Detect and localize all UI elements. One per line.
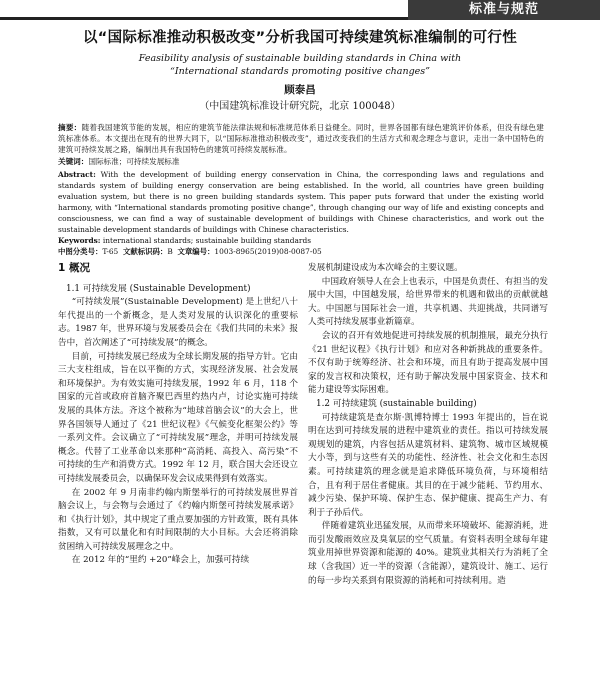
author: 顾泰昌 — [284, 84, 316, 96]
paragraph: 在 2002 年 9 月南非约翰内斯堡举行的可持续发展世界首脑会议上，与会物与会通过了《约翰内斯堡可持续发展承诺》和《执行计划》，其中规定了重点要加强的方针政策，既有具体指数，又有可以量化和有时间限制的大小目标。大会还将消除贫困纳入可持续发展理念之中。 — [58, 487, 298, 552]
header-rule — [0, 17, 408, 20]
keywords-en — [58, 235, 544, 246]
article-id-label: 文章编号： — [177, 247, 215, 256]
paragraph: 中国政府领导人在会上也表示，中国是负责任、有担当的发展中大国，中国越发展，给世界带来的机遇和做出的贡献就越大。中国愿与国际社会一道，共享机遇、共迎挑战，共同谱写人类可持续发展事业新篇章。 — [308, 276, 548, 328]
subsection-heading-1-1: 1.1 可持续发展 (Sustainable Development) — [66, 283, 251, 294]
article-id-value: 1003-8965(2019)08-0087-05 — [214, 247, 322, 256]
right-column — [308, 262, 548, 588]
clc-label: 中图分类号： — [58, 247, 103, 256]
abstract-en-text: With the development of building energy conservation in China, the corresponding laws and regulations and standards system of building energy conservation are being established. In the world, all countries have green building evaluation system, but there is no green building standards system. This paper puts forward that under the existing world harmony, with “International standards promoting positive change”, through changing our way of life and existing concepts and consciousness, we can find a way of sustainable development of buildings with Chinese characteristics, and work out the sustainable development standards of buildings with Chinese characteristics. — [58, 170, 544, 234]
keywords-cn-label: 关键词： — [58, 157, 89, 166]
keywords-cn — [58, 156, 544, 167]
abstract-cn-text: 随着我国建筑节能的发展，相应的建筑节能法律法规和标准规范体系日益健全。同时，世界各国都有绿色建筑评价体系，但没有绿色建筑标准体系。本文提出在现有的世界大同下，以“国际标准推动积极改变”，通过改变我们的生活方式和观念理念与意识，走出一条中国特色的建筑可持续发展之路，编制出具有我国特色的建筑可持续发展标准。 — [58, 123, 544, 154]
abstract-cn — [58, 122, 544, 155]
keywords-en-text: international standards; sustainable building standards — [100, 236, 311, 245]
doc-code-label: 文献标识码： — [122, 247, 168, 256]
clc-value: T-65 — [102, 247, 119, 256]
paragraph: 会议的召开有效地促进可持续发展的机制推展，最充分执行《21 世纪议程》《执行计划》和应对各种新挑战的重要条件。不仅有助于统筹经济、社会和环境，而且有助于提高发展中国家的发言权和决策权，还有助于解决发展中国家资金、技术和能力建设等实际困难。 — [308, 330, 548, 396]
subsection-heading-1-2: 1.2 可持续建筑 (sustainable building) — [316, 398, 477, 409]
affiliation: （中国建筑标准设计研究院，北京 100048） — [199, 101, 401, 112]
article-title-en: Feasibility analysis of sustainable building standards in China with “International standards promoting positive changes” — [138, 53, 462, 77]
abstract-cn-label: 摘要： — [58, 123, 82, 132]
article-title: 以“国际标准推动积极改变”分析我国可持续建筑标准编制的可行性 — [82, 30, 518, 46]
paragraph: 目前，可持续发展已经成为全球长期发展的指导方针。它由三大支柱组成，旨在以平衡的方式，实现经济发展、社会发展和环境保护。为有效实施可持续发展，1992 年 6 月，118 个国家的元首或政府首脑齐聚巴西里约热内卢，讨论实施可持续发展的具体方法。齐这个被称为“地球首脑会议”的大会上，世界各国领导人通过了《21 世纪议程》《气候变化框架公约》等一系列文件。会议确立了“可持续发展”理念，并明可持续发展概念。代替了工业革命以来那种“高消耗、高投入、高污染”不可持续的生产和消费方式。1992 年 12 月，联合国大会还设立可持续发展委员会，以确保环发会议成果得到有效落实。 — [58, 351, 298, 484]
section-heading-1: 1 概况 — [58, 262, 90, 274]
doc-code-value: B — [167, 247, 173, 256]
abstract-en-label: Abstract: — [58, 170, 96, 179]
paragraph: 可持续建筑是查尔斯·凯博特博士 1993 年提出的，旨在说明在达到可持续发展的进程中建筑业的责任。指以可持续发展观规划的建筑，内容包括从建筑材料、建筑物、城市区域规模大小等，到与这些有关的功能性、经济性、社会文化和生态因素。可持续建筑的理念就是追求降低环境负荷，与环境相结合，且有利于居住者健康。其目的在于减少能耗、节约用水、减少污染、保护环境、保护生态、保护健康、提高生产力、有利于子孙后代。 — [308, 412, 548, 518]
paragraph: “可持续发展”(Sustainable Development) 是上世纪八十年代提出的一个新概念，是人类对发展的认识深化的重要标志。1987 年，世界环境与发展委员会在《我们共同的未来》报告中，首次阐述了“可持续发展”的概念。 — [58, 297, 298, 348]
left-column — [58, 262, 298, 568]
section-tag: 标准与规范 — [408, 0, 600, 20]
keywords-en-label: Keywords: — [58, 236, 101, 245]
paragraph: 发展机制建设成为本次峰会的主要议题。 — [308, 263, 463, 273]
keywords-cn-text: 国际标准；可持续发展标准 — [88, 157, 180, 166]
paragraph: 在 2012 年的“里约 +20”峰会上，加强可持续 — [71, 555, 250, 566]
abstract-en — [58, 169, 544, 235]
paragraph: 伴随着建筑业迅猛发展，从而带来环境破坏、能源消耗，进而引发酸雨效应及臭氧层的空气质量。有资料表明全球每年建筑业用掉世界资源和能源的 40%。建筑业其相关行为消耗了全球（含我国）近一半的资源（含能源），建筑设计、施工、运行的每一步均关系到有限资源的消耗和可持续利用。造 — [308, 521, 548, 586]
abstract-section — [58, 122, 544, 257]
journal-header — [0, 0, 600, 22]
classification-line — [58, 246, 544, 257]
